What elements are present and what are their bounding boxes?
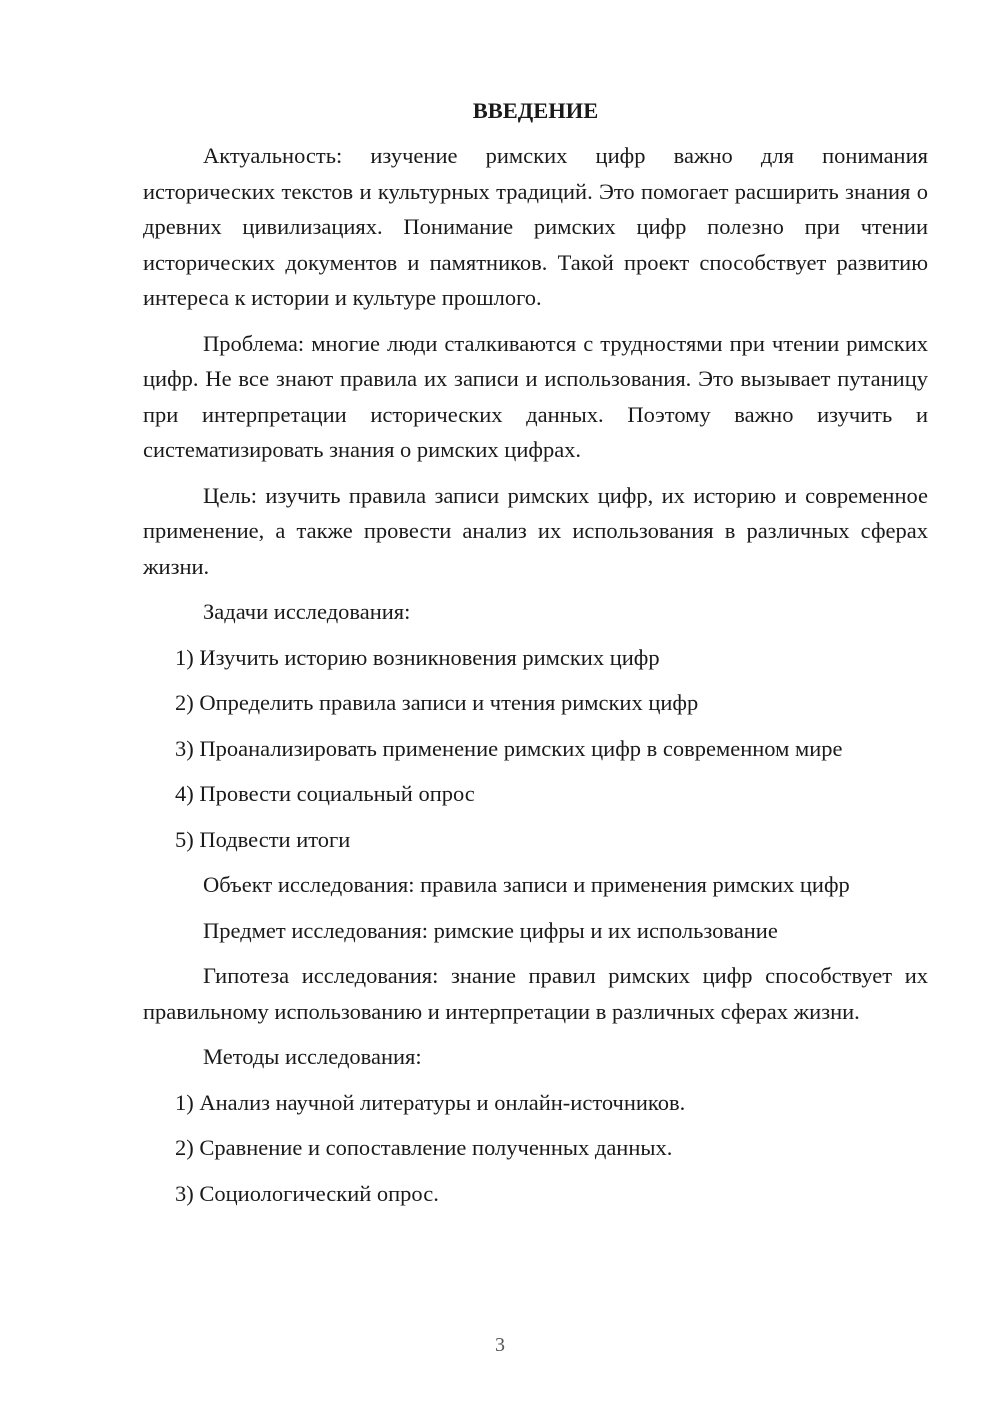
methods-heading: Методы исследования: [203, 1044, 422, 1069]
paragraph-object: Объект исследования: правила записи и применения римских цифр [203, 872, 850, 897]
tasks-list [143, 640, 928, 858]
paragraph-subject: Предмет исследования: римские цифры и их использование [203, 917, 778, 943]
list-item: 3) Проанализировать применение римских цифр в современном мире [175, 735, 843, 761]
document-page [143, 95, 928, 1221]
paragraph-problem: Проблема: многие люди сталкиваются с трудностями при чтении римских цифр. Не все знают правила их записи и использования. Это вызывает путаницу при интерпретации исторических данных. Поэтому важно изучить и систематизировать знания о римских цифрах. [143, 330, 928, 462]
list-item: 5) Подвести итоги [175, 826, 351, 852]
page-title: ВВЕДЕНИЕ [472, 98, 599, 123]
list-item: 2) Сравнение и сопоставление полученных данных. [175, 1135, 673, 1160]
list-item: 2) Определить правила записи и чтения римских цифр [175, 690, 699, 715]
list-item: 1) Изучить историю возникновения римских цифр [175, 644, 660, 670]
methods-list [143, 1085, 928, 1212]
paragraph-goal: Цель: изучить правила записи римских цифр, их историю и современное применение, а также провести анализ их использования в различных сферах жизни. [143, 482, 928, 579]
tasks-heading: Задачи исследования: [203, 599, 411, 624]
paragraph-hypothesis: Гипотеза исследования: знание правил римских цифр способствует их правильному использованию и интерпретации в различных сферах жизни. [143, 963, 928, 1024]
list-item: 3) Социологический опрос. [175, 1180, 439, 1206]
list-item: 4) Провести социальный опрос [175, 781, 475, 806]
list-item: 1) Анализ научной литературы и онлайн-источников. [175, 1089, 686, 1115]
page-number: 3 [495, 1334, 505, 1356]
paragraph-relevance: Актуальность: изучение римских цифр важно для понимания исторических текстов и культурных традиций. Это помогает расширить знания о древних цивилизациях. Понимание римских цифр полезно при чтении исторических документов и памятников. Такой проект способствует развитию интереса к истории и культуре прошлого. [143, 143, 928, 310]
